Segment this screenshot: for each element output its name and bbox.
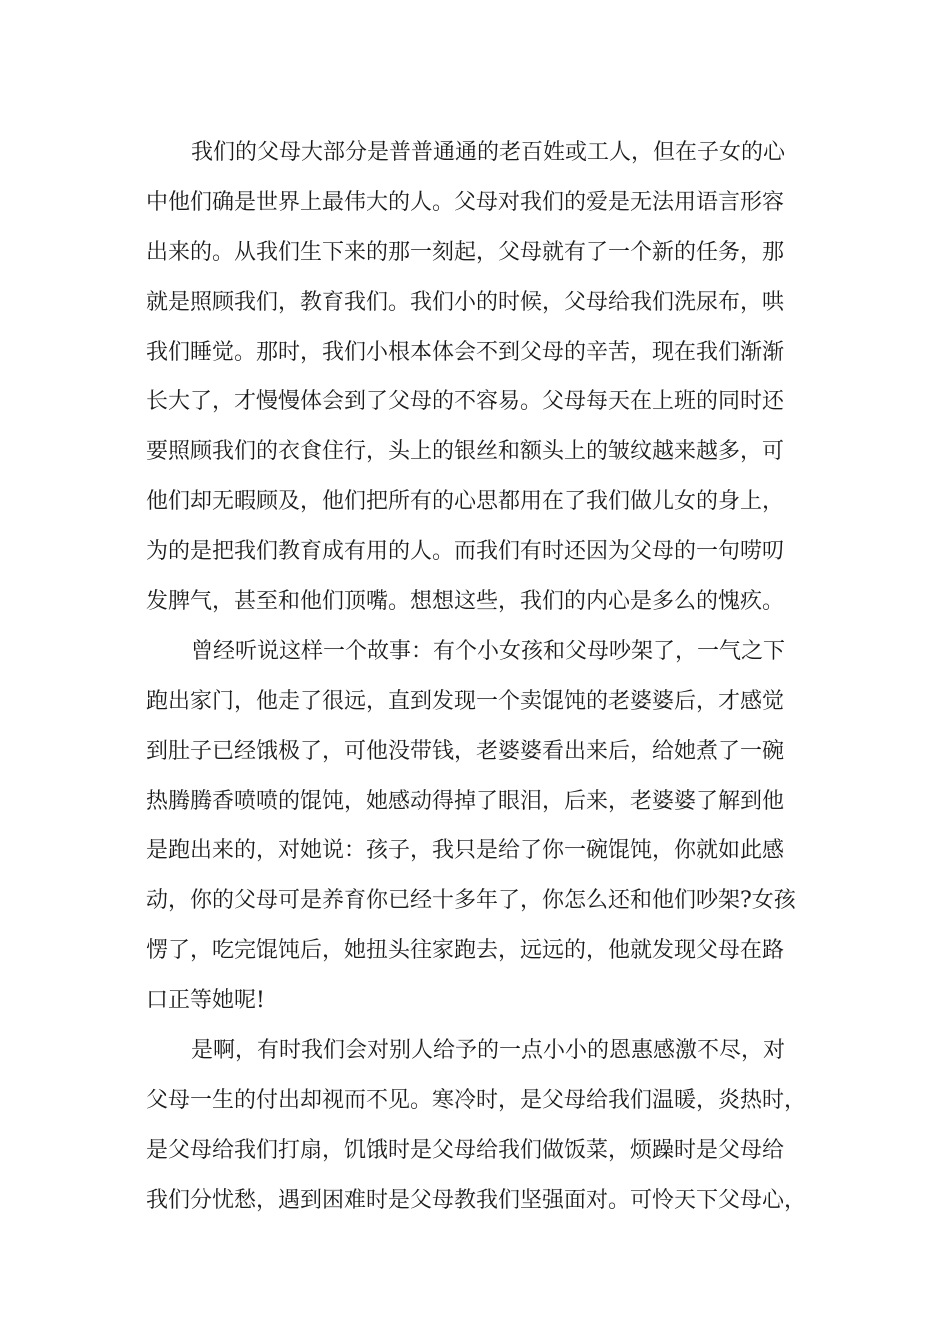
- text-line: 长大了，才慢慢体会到了父母的不容易。父母每天在上班的同时还: [146, 389, 785, 415]
- text-line: 动，你的父母可是养育你已经十多年了，你怎么还和他们吵架?女孩: [146, 888, 796, 914]
- text-line: 口正等她呢!: [146, 988, 265, 1014]
- paragraph-2: [146, 627, 806, 1026]
- text-line: 跑出家门，他走了很远，直到发现一个卖馄饨的老婆婆后，才感觉: [146, 688, 785, 714]
- text-line: 他们却无暇顾及，他们把所有的心思都用在了我们做儿女的身上，: [146, 489, 785, 515]
- text-line: 中他们确是世界上最伟大的人。父母对我们的爱是无法用语言形容: [146, 189, 785, 215]
- text-line: 曾经听说这样一个故事：有个小女孩和父母吵架了，一气之下: [191, 638, 786, 664]
- text-line: 热腾腾香喷喷的馄饨，她感动得掉了眼泪，后来，老婆婆了解到他: [146, 788, 785, 814]
- text-line: 要照顾我们的衣食住行，头上的银丝和额头上的皱纹越来越多，可: [146, 439, 785, 465]
- text-line: 是跑出来的，对她说：孩子，我只是给了你一碗馄饨，你就如此感: [146, 838, 785, 864]
- text-line: 我们睡觉。那时，我们小根本体会不到父母的辛苦，现在我们渐渐: [146, 339, 785, 365]
- text-line: 我们的父母大部分是普普通通的老百姓或工人，但在子女的心: [191, 140, 786, 165]
- text-line: 是父母给我们打扇，饥饿时是父母给我们做饭菜，烦躁时是父母给: [146, 1137, 785, 1163]
- text-line: 是啊，有时我们会对别人给予的一点小小的恩惠感激不尽，对: [191, 1038, 786, 1064]
- text-line: 到肚子已经饿极了，可他没带钱，老婆婆看出来后，给她煮了一碗: [146, 738, 785, 764]
- text-line: 愣了，吃完馄饨后，她扭头往家跑去，远远的，他就发现父母在路: [146, 938, 785, 964]
- text-line: 我们分忧愁，遇到困难时是父母教我们坚强面对。可怜天下父母心，: [146, 1187, 807, 1213]
- paragraph-1: [146, 128, 806, 627]
- text-line: 父母一生的付出却视而不见。寒冷时，是父母给我们温暖，炎热时，: [146, 1087, 807, 1113]
- text-line: 发脾气，甚至和他们顶嘴。想想这些，我们的内心是多么的愧疚。: [146, 589, 785, 615]
- text-line: 为的是把我们教育成有用的人。而我们有时还因为父母的一句唠叨: [146, 539, 785, 565]
- text-line: 就是照顾我们，教育我们。我们小的时候，父母给我们洗尿布，哄: [146, 289, 785, 315]
- paragraph-3: [146, 1026, 806, 1226]
- text-line: 出来的。从我们生下来的那一刻起，父母就有了一个新的任务，那: [146, 239, 785, 265]
- document-body: [146, 128, 806, 1226]
